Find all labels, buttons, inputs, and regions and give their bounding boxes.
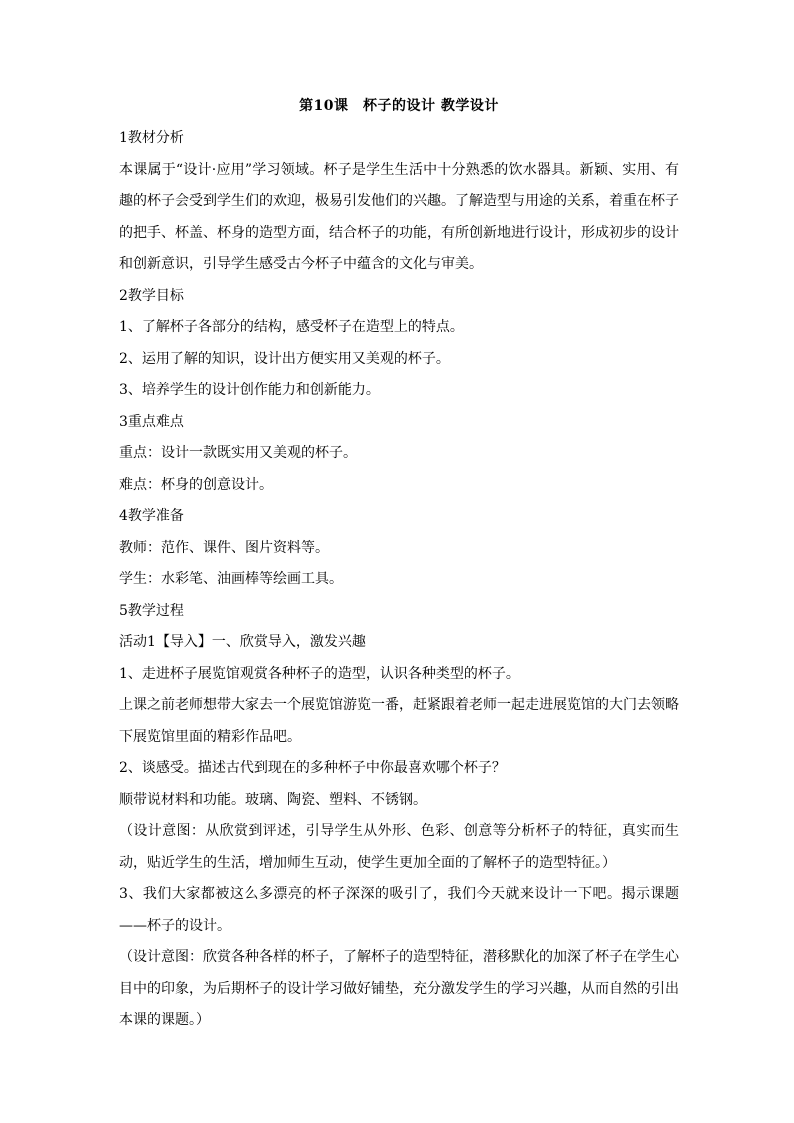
teacher-preparation: 教师：范作、课件、图片资料等。: [119, 539, 329, 556]
activity-title: 活动1【导入】一、欣赏导入，激发兴趣: [119, 634, 366, 650]
process-step-1-text: 上课之前老师想带大家去一个展览馆游览一番，赶紧跟着老师一起走进展览馆的大门去领略下展览馆里面的精彩作品吧。: [119, 697, 679, 745]
section-heading-preparation: 4教学准备: [119, 508, 184, 524]
goal-item: 3、培养学生的设计创作能力和创新能力。: [119, 382, 380, 398]
key-point: 重点：设计一款既实用又美观的杯子。: [119, 445, 357, 461]
section-heading-analysis: 1教材分析: [119, 130, 184, 146]
section-heading-keypoints: 3重点难点: [119, 413, 184, 430]
process-step-2-text: 顺带说材料和功能。玻璃、陶瓷、塑料、不锈钢。: [119, 791, 427, 808]
design-intent-2: （设计意图：欣赏各种各样的杯子，了解杯子的造型特征，潜移默化的加深了杯子在学生心目中的印象，为后期杯子的设计学习做好铺垫，充分激发学生的学习兴趣，从而自然的引出本课的课题。）: [119, 949, 679, 1028]
section-heading-goals: 2教学目标: [119, 287, 184, 304]
process-step-3: 3、我们大家都被这么多漂亮的杯子深深的吸引了，我们今天就来设计一下吧。揭示课题——杯子的设计。: [119, 886, 679, 934]
difficulty-point: 难点：杯身的创意设计。: [119, 476, 273, 493]
process-step-2: 2、谈感受。描述古代到现在的多种杯子中你最喜欢哪个杯子？: [119, 760, 506, 776]
document-title: 第10课 杯子的设计 教学设计: [299, 98, 499, 114]
student-preparation: 学生：水彩笔、油画棒等绘画工具。: [119, 571, 343, 587]
analysis-paragraph: 本课属于“设计·应用”学习领域。杯子是学生生活中十分熟悉的饮水器具。新颖、实用、有趣的杯子会受到学生们的欢迎，极易引发他们的兴趣。了解造型与用途的关系，着重在杯子的把手、杯盖、杯身的造型方面，结合杯子的功能，有所创新地进行设计，形成初步的设计和创新意识，引导学生感受古今杯子中蕴含的文化与审美。: [119, 161, 679, 272]
document-page: [119, 96, 679, 1037]
section-heading-process: 5教学过程: [119, 602, 184, 619]
process-step-1: 1、走进杯子展览馆观赏各种杯子的造型，认识各种类型的杯子。: [119, 665, 520, 682]
design-intent-1: （设计意图：从欣赏到评述，引导学生从外形、色彩、创意等分析杯子的特征，真实而生动，贴近学生的生活，增加师生互动，使学生更加全面的了解杯子的造型特征。）: [119, 823, 679, 871]
goal-item: 2、运用了解的知识，设计出方便实用又美观的杯子。: [119, 350, 450, 367]
goal-item: 1、了解杯子各部分的结构，感受杯子在造型上的特点。: [119, 319, 464, 335]
